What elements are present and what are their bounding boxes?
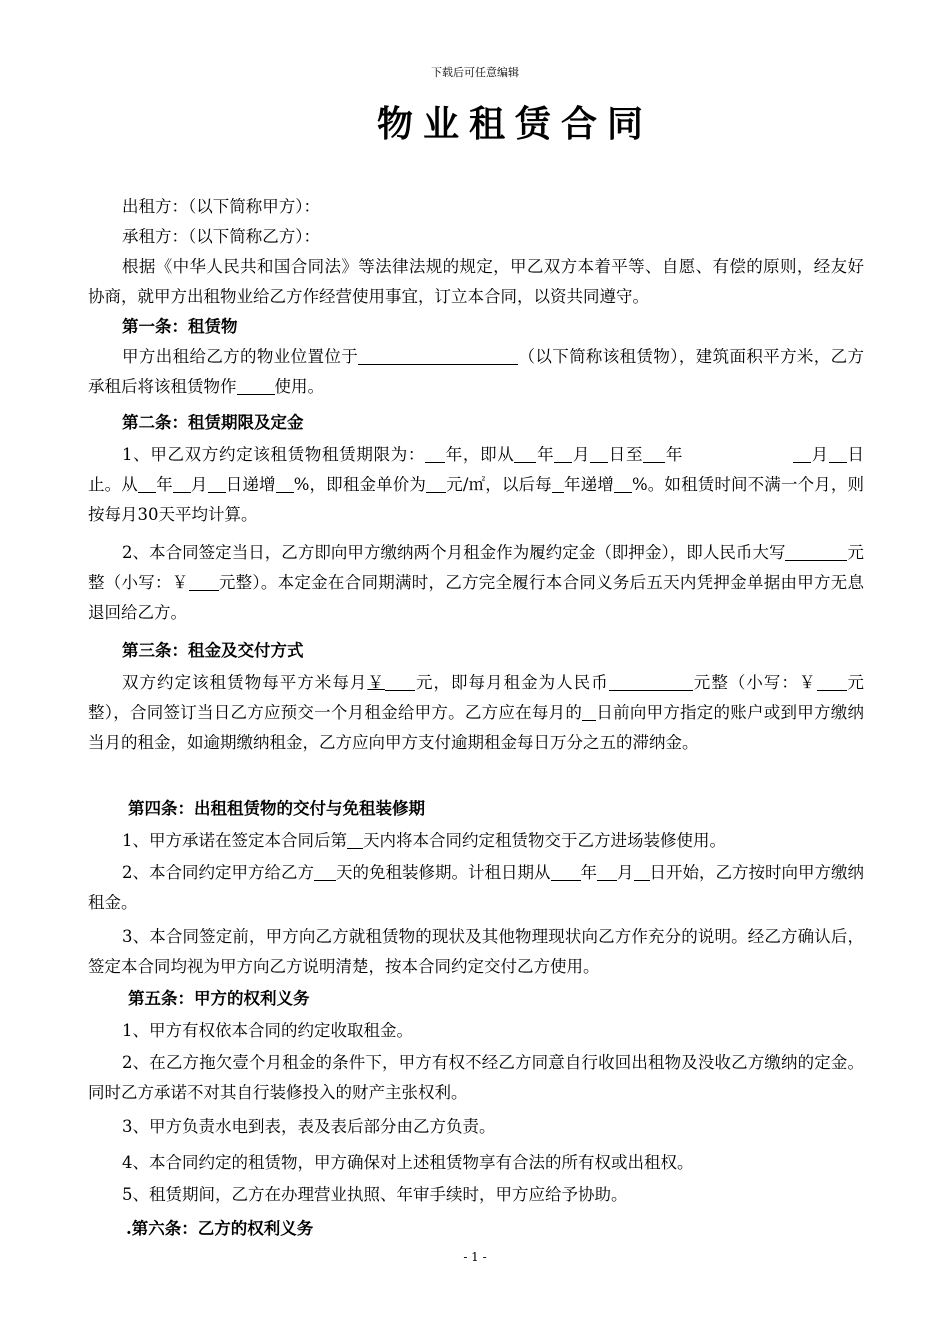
article-4-paragraph-2 [88, 858, 864, 918]
blank [189, 572, 219, 591]
blank [425, 444, 445, 463]
page-number: - 1 - [463, 1250, 487, 1264]
article-4-paragraph-3: 3、本合同签定前，甲方向乙方就租赁物的现状及其他物理现状向乙方作充分的说明。经乙方确认后，签定本合同均视为甲方向乙方说明清楚，按本合同约定交付乙方使用。 [88, 927, 864, 976]
blank [609, 672, 693, 691]
article-5-paragraph-5: 5、租赁期间，乙方在办理营业执照、年审手续时，甲方应给予协助。 [122, 1185, 628, 1204]
article-6-heading: .第六条：乙方的权利义务 [126, 1219, 314, 1238]
article-5-heading: 第五条：甲方的权利义务 [128, 989, 310, 1008]
usage-blank [237, 376, 275, 395]
blank [208, 474, 226, 493]
article-2-paragraph-2 [88, 538, 864, 628]
lessee-line: 承租方：（以下简称乙方）： [122, 227, 320, 246]
a2-text-l: %，即租金单价为 [293, 475, 427, 494]
a4-p2-text-a: 2、本合同约定甲方给乙方 [122, 863, 314, 882]
blank [554, 444, 572, 463]
header-note: 下载后可任意编辑 [431, 66, 519, 79]
a4-p2-text-c: 年 [580, 863, 597, 882]
a4-p2-text-b: 天的免租装修期。计租日期从 [336, 863, 551, 882]
blank [634, 862, 650, 881]
a2-text-i: 年 [155, 475, 173, 494]
a3-text-e: 日前向甲方指定的账户或到甲方缴纳当月的租金，如逾期缴纳租金，乙方应向甲方支付逾期租金每日万分之五的滞纳金。 [88, 703, 865, 752]
blank [173, 474, 191, 493]
article-3-heading: 第三条：租金及交付方式 [122, 641, 304, 660]
article-4-paragraph-1 [88, 826, 864, 856]
article-1-text-c: 平方米，乙方承租后将该租赁物作 [88, 347, 865, 396]
yen-sign: ￥ [367, 673, 385, 692]
a2-text-c: 年 [536, 445, 555, 464]
blank [551, 862, 581, 881]
a2-text-h: 日止。从 [88, 445, 865, 494]
article-2-heading: 第二条：租赁期限及定金 [122, 413, 304, 432]
a2-text-f: 年 [665, 445, 683, 464]
article-5-paragraph-3: 3、甲方负责水电到表，表及表后部分由乙方负责。 [122, 1117, 496, 1136]
article-1-heading: 第一条：租赁物 [122, 317, 238, 336]
a2-p2-text-b: 元整（小写：￥ [88, 543, 864, 592]
a4-text-a: 1、甲方承诺在签定本合同后第 [122, 831, 347, 850]
a2-text-o: %。如租赁时间不满一个月，则按每月30天平均计算。 [88, 475, 865, 524]
article-3-paragraph [88, 668, 864, 758]
article-5-paragraph-2: 2、在乙方拖欠壹个月租金的条件下，甲方有权不经乙方同意自行收回出租物及没收乙方缴纳的定金。同时乙方承诺不对其自行装修投入的财产主张权利。 [88, 1053, 864, 1102]
a2-text-a: 1、甲乙双方约定该租赁物租赁期限为： [122, 445, 426, 464]
a2-text-j: 月 [190, 475, 208, 494]
blank [785, 542, 847, 561]
a2-p2-text-c: 元整）。本定金在合同期满时，乙方完全履行本合同义务后五天内凭押金单据由甲方无息退回给乙方。 [88, 573, 865, 622]
blank [314, 862, 336, 881]
blank [514, 444, 536, 463]
document-title: 物业租赁合同 [376, 104, 653, 145]
blank [552, 474, 564, 493]
a3-text-b: 元，即每月租金为人民币 [414, 673, 609, 692]
lessor-line: 出租方：（以下简称甲方）： [122, 197, 320, 216]
blank [597, 862, 617, 881]
intro-paragraph: 根据《中华人民共和国合同法》等法律法规的规定，甲乙双方本着平等、自愿、有偿的原则，经友好协商，就甲方出租物业给乙方作经营使用事宜，订立本合同，以资共同遵守。 [88, 257, 864, 306]
a3-text-c: 元整（小写：￥ [692, 673, 817, 692]
a2-text-n: 年递增 [563, 475, 614, 494]
blank [385, 672, 415, 691]
a3-text-d: 元整），合同签订当日乙方应预交一个月租金给甲方。乙方应在每月的 [88, 673, 865, 722]
blank [426, 474, 446, 493]
blank [817, 672, 847, 691]
blank [138, 474, 156, 493]
blank [793, 444, 811, 463]
a4-p2-text-d: 月 [617, 863, 634, 882]
article-4-heading: 第四条：出租租赁物的交付与免租装修期 [128, 799, 425, 818]
blank [643, 444, 665, 463]
a2-text-k: 日递增 [225, 475, 276, 494]
article-5-paragraph-4: 4、本合同约定的租赁物，甲方确保对上述租赁物享有合法的所有权或出租权。 [122, 1153, 694, 1172]
blank [590, 444, 608, 463]
a2-p2-text-a: 2、本合同签定当日，乙方即向甲方缴纳两个月租金作为履约定金（即押金），即人民币大写 [122, 543, 786, 562]
a2-text-b: 年，即从 [445, 445, 515, 464]
blank [614, 474, 632, 493]
article-1-paragraph [88, 342, 864, 402]
a3-text-a: 双方约定该租赁物每平方米每月 [122, 673, 368, 692]
a2-text-e: 日至 [608, 445, 644, 464]
a4-p2-text-e: 日开始，乙方按时向甲方缴纳租金。 [88, 863, 864, 912]
a2-text-g: 月 [811, 445, 829, 464]
blank [829, 444, 847, 463]
article-2-paragraph-1 [88, 440, 864, 530]
a2-text-d: 月 [572, 445, 591, 464]
a4-text-b: 天内将本合同约定租赁物交于乙方进场装修使用。 [363, 831, 726, 850]
a2-text-m: 元/㎡，以后每 [446, 475, 552, 494]
article-1-text-d: 使用。 [274, 377, 324, 396]
article-1-text-b: （以下简称该租赁物），建筑面积 [518, 347, 764, 366]
article-5-paragraph-1: 1、甲方有权依本合同的约定收取租金。 [122, 1021, 413, 1040]
blank [347, 830, 363, 849]
blank [276, 474, 294, 493]
location-blank [358, 346, 518, 365]
article-1-text-a: 甲方出租给乙方的物业位置位于 [122, 347, 359, 366]
blank [582, 702, 596, 721]
